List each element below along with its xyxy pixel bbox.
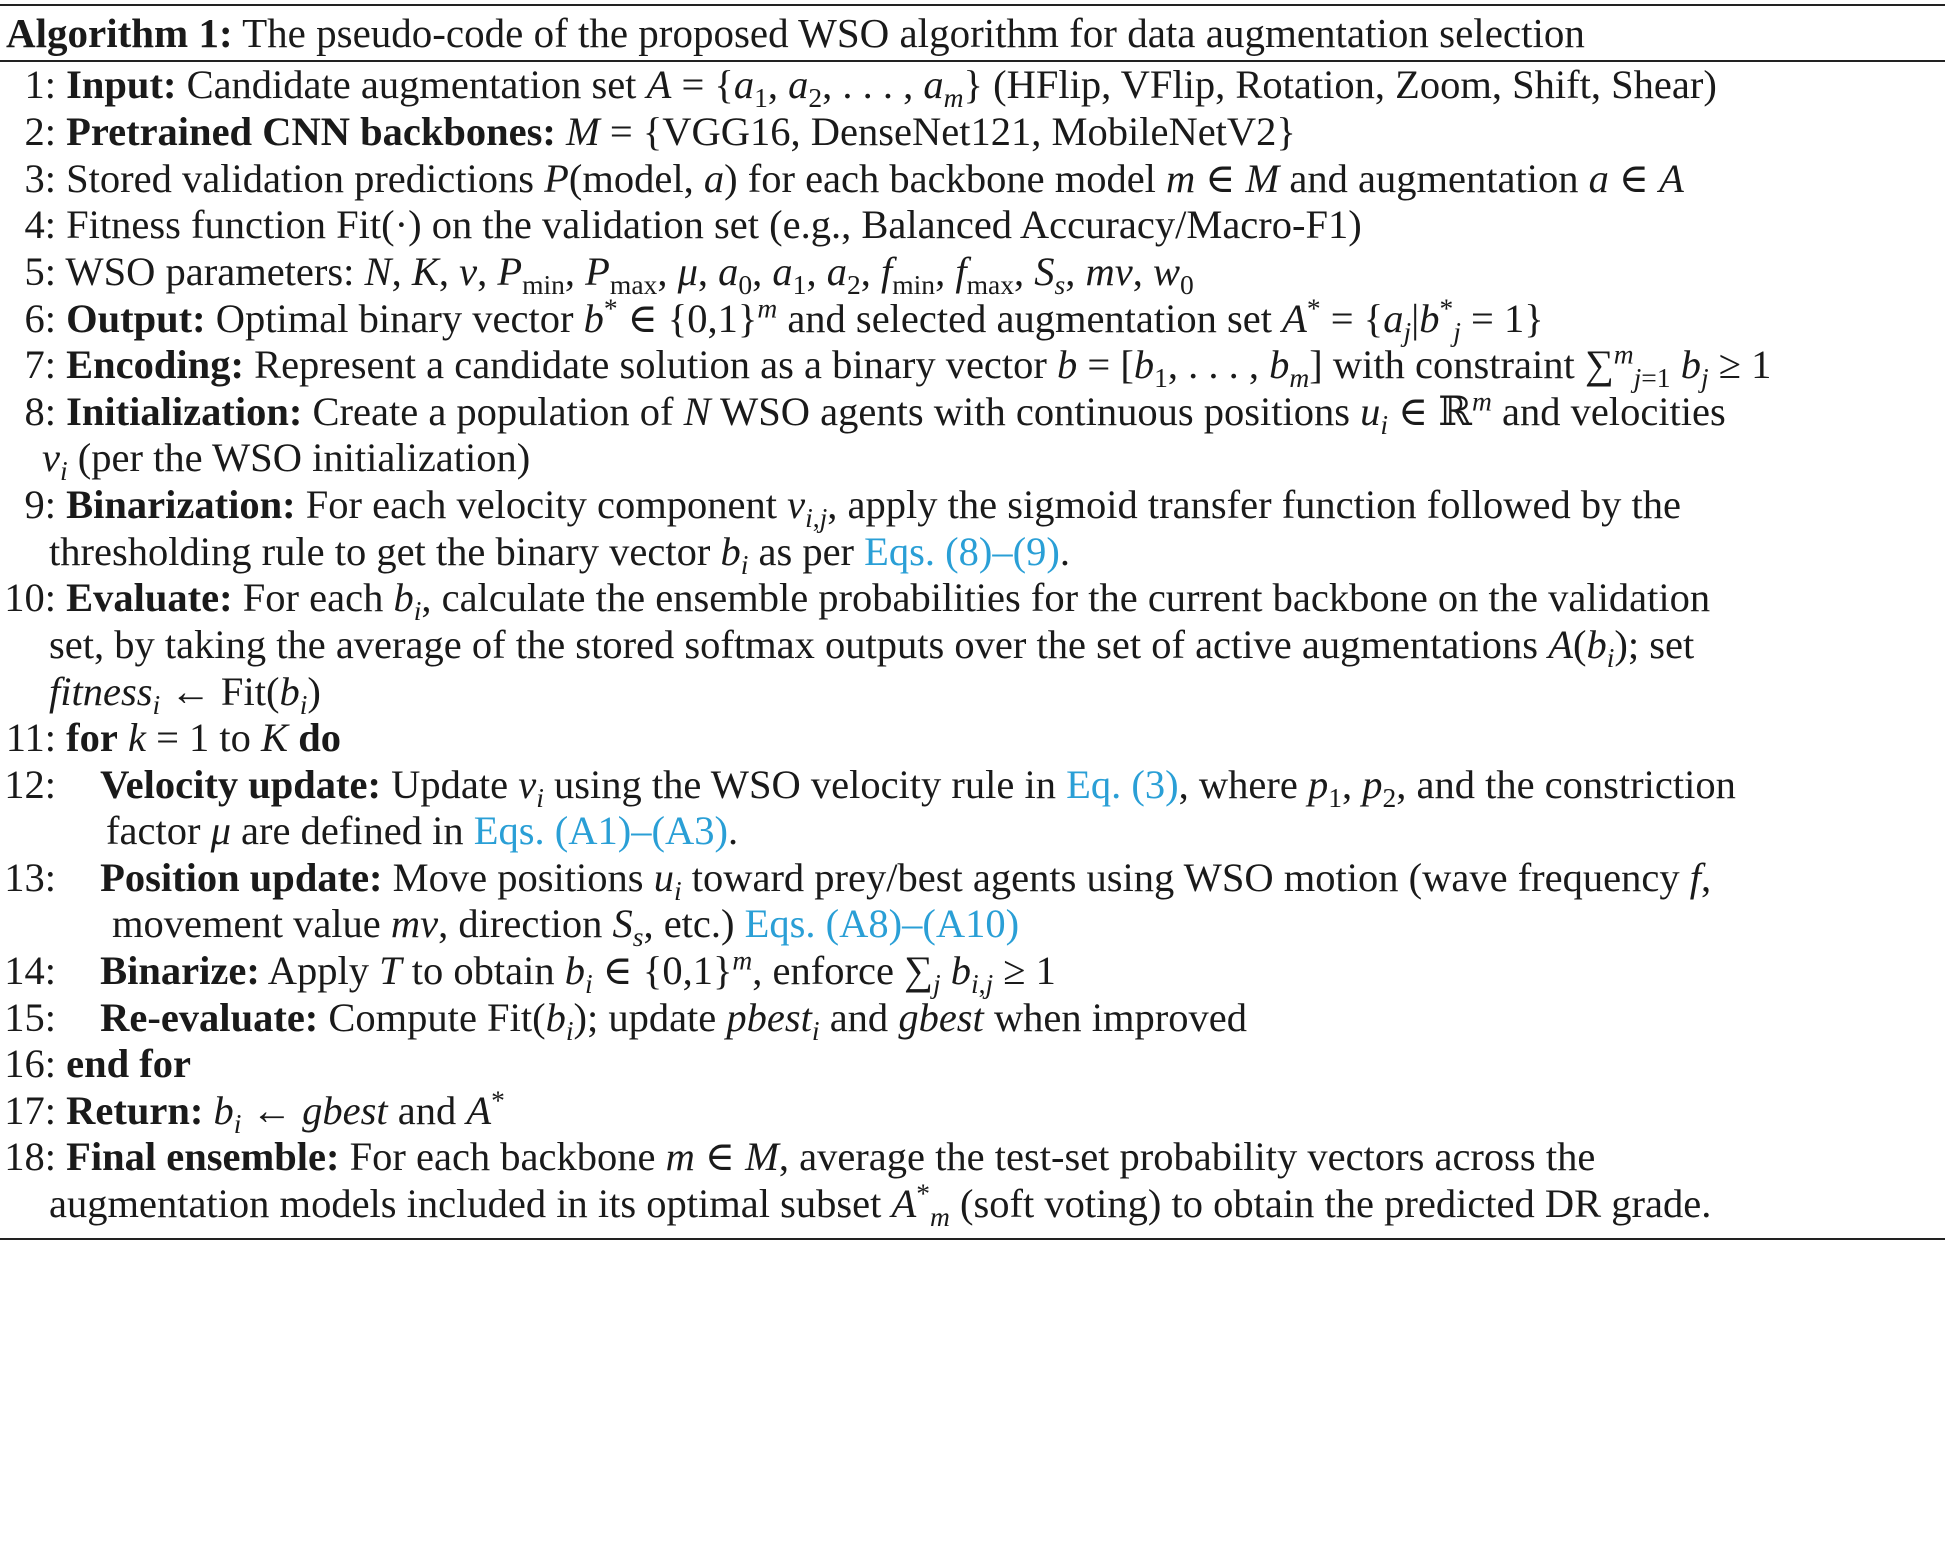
algorithm-line-12-cont: factor μ are defined in Eqs. (A1)–(A3).	[106, 808, 739, 853]
line-number: 7:	[24, 342, 56, 387]
for-keyword: for	[66, 715, 118, 760]
line-number: 8:	[24, 389, 56, 434]
line-keyword: Return:	[66, 1088, 204, 1133]
equation-link[interactable]: Eqs. (A1)–(A3)	[473, 808, 728, 853]
algorithm-line-7: 7: Encoding: Represent a candidate solution as a binary vector $b = [b_1$, . . . , $b_m$] with constraint ∑$^m_{j=1}$ $b_j \ge 1$	[0, 340, 1771, 390]
equation-link[interactable]: Eqs. (8)–(9)	[864, 529, 1060, 574]
algorithm-line-5: 5: WSO parameters: N, K, ν, $P_{min}$, $P_{max}$, μ, $a_0$, $a_1$, $a_2$, $f_{min}$, $f_{max}$, $S_s$, mv, $w_0$	[0, 247, 1194, 297]
line-keyword: Input:	[66, 62, 177, 107]
algorithm-line-13: 13: Position update: Move positions $u_i$ toward prey/best agents using WSO motion (wave frequency f,	[0, 853, 1711, 903]
line-keyword: Velocity update:	[100, 762, 381, 807]
line-keyword: Encoding:	[66, 342, 244, 387]
algorithm-line-17: 17: Return: $b_i$ ← gbest and A*	[0, 1086, 505, 1136]
algorithm-line-3: 3: Stored validation predictions P(model, a) for each backbone model m ∈ M and augmentation a ∈ A	[0, 154, 1684, 204]
line-keyword: Re-evaluate:	[100, 995, 319, 1040]
algorithm-line-15: 15: Re-evaluate: Compute $Fit(b_i)$; update pbest$_i$ and gbest when improved	[0, 993, 1247, 1043]
line-text: Fitness function Fit(·) on the validation set (e.g., Balanced Accuracy/Macro-F1)	[66, 202, 1362, 247]
line-keyword: Initialization:	[66, 389, 303, 434]
algorithm-line-10: 10: Evaluate: For each $b_i$, calculate the ensemble probabilities for the current backbone on the validation	[0, 573, 1710, 623]
line-number: 9:	[24, 482, 56, 527]
line-number: 11:	[5, 715, 56, 760]
algorithm-line-14: 14: Binarize: Apply T to obtain $b_i$ ∈ $\{0,1\}^m$, enforce $\sum_j$ $b_{i,j} \ge 1$	[0, 946, 1056, 996]
line-keyword: Output:	[66, 296, 206, 341]
line-keyword: Evaluate:	[66, 575, 233, 620]
algorithm-line-10-cont2: fitness$_i$ ← $Fit(b_i)$	[49, 669, 321, 721]
line-keyword: Final ensemble:	[66, 1134, 340, 1179]
equation-link[interactable]: Eq. (3)	[1066, 762, 1179, 807]
do-keyword: do	[298, 715, 341, 760]
algorithm-line-10-cont: set, by taking the average of the stored softmax outputs over the set of active augmentations $A(b_i)$; set	[49, 622, 1695, 674]
algorithm-caption	[6, 6, 1585, 60]
equation-link[interactable]: Eqs. (A8)–(A10)	[744, 901, 1020, 946]
algorithm-line-9-cont: thresholding rule to get the binary vector $b_i$ as per Eqs. (8)–(9).	[49, 529, 1070, 581]
line-number: 2:	[24, 109, 56, 154]
algorithm-line-13-cont: movement value mv, direction $S_s$, etc.) Eqs. (A8)–(A10)	[112, 901, 1020, 953]
bottom-rule	[0, 1238, 1945, 1240]
algorithm-line-8: 8: Initialization: Create a population of N WSO agents with continuous positions $u_i$ ∈ ℝ$^m$ and velocities	[0, 387, 1726, 437]
algorithm-line-4	[0, 200, 1362, 250]
line-number: 3:	[24, 156, 56, 201]
line-keyword: end for	[66, 1041, 191, 1086]
line-number: 16:	[4, 1041, 56, 1086]
line-number: 6:	[24, 296, 56, 341]
algorithm-line-8-cont: $\nu_i$ (per the WSO initialization)	[42, 435, 531, 487]
line-number: 12:	[4, 762, 56, 807]
line-number: 4:	[24, 202, 56, 247]
line-keyword: Position update:	[100, 855, 383, 900]
algorithm-line-2: 2: Pretrained CNN backbones: M = {VGG16, DenseNet121, MobileNetV2}	[0, 107, 1296, 157]
line-number: 13:	[4, 855, 56, 900]
algorithm-line-9: 9: Binarization: For each velocity component $\nu_{i,j}$, apply the sigmoid transfer function followed by the	[0, 480, 1681, 530]
line-number: 17:	[4, 1088, 56, 1133]
algorithm-line-12: 12: Velocity update: Update $\nu_i$ using the WSO velocity rule in Eq. (3), where $p_1$, $p_2$, and the constriction	[0, 760, 1736, 810]
algorithm-line-18: 18: Final ensemble: For each backbone m ∈ M, average the test-set probability vectors across the	[0, 1132, 1595, 1182]
caption-label: Algorithm 1:	[6, 10, 233, 56]
line-number: 10:	[4, 575, 56, 620]
line-number: 15:	[4, 995, 56, 1040]
line-number: 1:	[24, 62, 56, 107]
line-number: 14:	[4, 948, 56, 993]
algorithm-line-11: 11: for k = 1 to K do	[0, 713, 341, 763]
algorithm-line-1: 1: Input: Candidate augmentation set $A = \{a_1$, $a_2$, . . . , $a_m$} (HFlip, VFlip, Rotation, Zoom, Shift, Shear)	[0, 60, 1717, 110]
algorithm-line-18-cont: augmentation models included in its optimal subset $A^*_m$ (soft voting) to obtain the predicted DR grade.	[49, 1177, 1712, 1233]
caption-title: The pseudo-code of the proposed WSO algorithm for data augmentation selection	[242, 10, 1585, 56]
line-keyword: Pretrained CNN backbones:	[66, 109, 556, 154]
line-number: 18:	[4, 1134, 56, 1179]
line-number: 5:	[24, 249, 56, 294]
line-keyword: Binarize:	[100, 948, 260, 993]
algorithm-line-16	[0, 1039, 191, 1089]
line-keyword: Binarization:	[66, 482, 296, 527]
algorithm-line-6: 6: Output: Optimal binary vector b* ∈ $\{0,1\}^m$ and selected augmentation set $A^* = \{a_j|b^*_j = 1\}$	[0, 294, 1544, 344]
